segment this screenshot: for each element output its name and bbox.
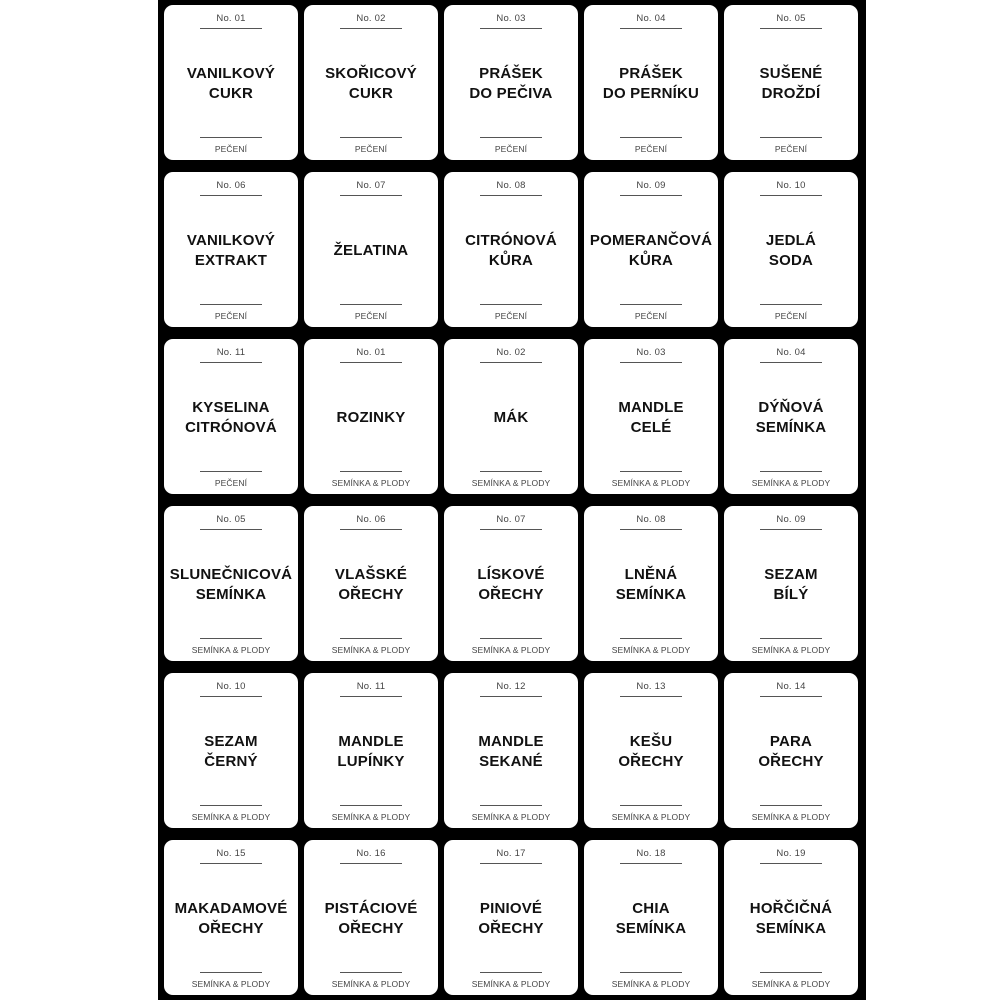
label-name-line: POMERANČOVÁ: [589, 231, 713, 249]
label-name-line: VLAŠSKÉ: [334, 565, 408, 583]
label-category: SEMÍNKA & PLODY: [611, 645, 691, 655]
label-name: [168, 33, 294, 134]
label-name-line: EXTRAKT: [194, 251, 268, 269]
label-name-line: KYSELINA: [192, 398, 270, 416]
label-name: [168, 367, 294, 468]
label-name: [448, 367, 574, 468]
top-divider: [760, 529, 822, 530]
label-number: No. 03: [496, 13, 526, 24]
top-divider: [620, 529, 682, 530]
bottom-divider: [620, 137, 682, 138]
label-name: [448, 701, 574, 802]
label-name-line: CITRÓNOVÁ: [185, 418, 277, 436]
label-category: SEMÍNKA & PLODY: [471, 979, 551, 989]
label-name-line: CHIA: [632, 899, 670, 917]
label-name-line: PRÁŠEK: [479, 64, 543, 82]
bottom-divider: [480, 805, 542, 806]
label-name-line: SEMÍNKA: [755, 919, 827, 937]
bottom-divider: [200, 137, 262, 138]
bottom-divider: [340, 304, 402, 305]
label-name-line: OŘECHY: [758, 752, 824, 770]
label-name: [728, 868, 854, 969]
bottom-divider: [620, 972, 682, 973]
label-number: No. 08: [636, 514, 666, 525]
bottom-divider: [760, 638, 822, 639]
spice-label: [304, 5, 438, 160]
label-name: [588, 200, 714, 301]
label-name-line: LNĚNÁ: [624, 565, 678, 583]
label-category: PEČENÍ: [214, 478, 248, 488]
label-name: [588, 534, 714, 635]
top-divider: [200, 195, 262, 196]
label-category: PEČENÍ: [354, 311, 388, 321]
label-name: [728, 534, 854, 635]
label-name: [588, 868, 714, 969]
label-name-line: OŘECHY: [198, 919, 264, 937]
spice-label: [724, 840, 858, 995]
label-name-line: OŘECHY: [338, 919, 404, 937]
label-name: [728, 33, 854, 134]
label-category: PEČENÍ: [634, 311, 668, 321]
label-name: [168, 200, 294, 301]
label-name: [448, 200, 574, 301]
label-name: [168, 534, 294, 635]
spice-label: [584, 673, 718, 828]
label-name-line: SEZAM: [204, 732, 258, 750]
top-divider: [480, 195, 542, 196]
spice-label: [304, 673, 438, 828]
label-name: [728, 200, 854, 301]
bottom-divider: [760, 304, 822, 305]
bottom-divider: [200, 805, 262, 806]
spice-label: [304, 172, 438, 327]
top-divider: [760, 362, 822, 363]
spice-label: [724, 5, 858, 160]
bottom-divider: [480, 304, 542, 305]
top-divider: [620, 696, 682, 697]
label-name-line: KŮRA: [628, 251, 674, 269]
bottom-divider: [200, 471, 262, 472]
label-name-line: ČERNÝ: [204, 752, 258, 770]
label-name-line: ROZINKY: [336, 408, 406, 426]
label-name-line: DÝŇOVÁ: [758, 398, 824, 416]
label-name-line: OŘECHY: [478, 585, 544, 603]
label-name-line: CUKR: [208, 84, 254, 102]
label-name: [308, 33, 434, 134]
label-number: No. 11: [356, 681, 386, 692]
spice-label: [304, 339, 438, 494]
label-name-line: SUŠENÉ: [759, 64, 823, 82]
label-name-line: OŘECHY: [618, 752, 684, 770]
label-number: No. 19: [776, 848, 806, 859]
label-category: SEMÍNKA & PLODY: [611, 979, 691, 989]
bottom-divider: [760, 972, 822, 973]
bottom-divider: [480, 638, 542, 639]
label-category: SEMÍNKA & PLODY: [471, 645, 551, 655]
spice-label: [304, 840, 438, 995]
top-divider: [480, 696, 542, 697]
bottom-divider: [200, 304, 262, 305]
label-name-line: PRÁŠEK: [619, 64, 683, 82]
label-category: SEMÍNKA & PLODY: [191, 812, 271, 822]
top-divider: [620, 195, 682, 196]
label-name: [448, 868, 574, 969]
bottom-divider: [340, 137, 402, 138]
label-name-line: VANILKOVÝ: [186, 231, 276, 249]
label-name: [308, 534, 434, 635]
label-name-line: DO PEČIVA: [469, 84, 553, 102]
label-number: No. 05: [776, 13, 806, 24]
bottom-divider: [760, 137, 822, 138]
label-number: No. 10: [216, 681, 246, 692]
bottom-divider: [480, 471, 542, 472]
label-name-line: MANDLE: [478, 732, 544, 750]
bottom-divider: [760, 471, 822, 472]
label-name: [588, 367, 714, 468]
label-name-line: MAKADAMOVÉ: [174, 899, 288, 917]
label-number: No. 06: [216, 180, 246, 191]
label-name: [308, 701, 434, 802]
label-name-line: OŘECHY: [338, 585, 404, 603]
spice-label: [164, 673, 298, 828]
label-number: No. 03: [636, 347, 666, 358]
top-divider: [200, 529, 262, 530]
label-category: PEČENÍ: [354, 144, 388, 154]
spice-label: [444, 840, 578, 995]
label-name: [728, 701, 854, 802]
spice-label: [304, 506, 438, 661]
spice-label: [724, 506, 858, 661]
label-name-line: SODA: [768, 251, 814, 269]
bottom-divider: [340, 471, 402, 472]
label-name-line: SEKANÉ: [479, 752, 543, 770]
label-category: SEMÍNKA & PLODY: [191, 645, 271, 655]
top-divider: [200, 362, 262, 363]
label-name-line: OŘECHY: [478, 919, 544, 937]
label-name: [588, 701, 714, 802]
label-name-line: LUPÍNKY: [337, 752, 405, 770]
bottom-divider: [340, 805, 402, 806]
spice-label: [584, 339, 718, 494]
label-name-line: SLUNEČNICOVÁ: [169, 565, 293, 583]
label-category: PEČENÍ: [494, 311, 528, 321]
label-number: No. 02: [496, 347, 526, 358]
label-number: No. 10: [776, 180, 806, 191]
label-number: No. 08: [496, 180, 526, 191]
top-divider: [760, 28, 822, 29]
label-category: PEČENÍ: [214, 144, 248, 154]
spice-label: [444, 339, 578, 494]
top-divider: [620, 863, 682, 864]
label-name-line: SEZAM: [764, 565, 818, 583]
label-number: No. 16: [356, 848, 386, 859]
label-name-line: BÍLÝ: [773, 585, 809, 603]
label-number: No. 17: [496, 848, 526, 859]
spice-label: [444, 506, 578, 661]
label-name-line: SEMÍNKA: [615, 919, 687, 937]
top-divider: [340, 529, 402, 530]
label-category: PEČENÍ: [494, 144, 528, 154]
label-category: PEČENÍ: [774, 144, 808, 154]
label-name-line: PINIOVÉ: [479, 899, 543, 917]
label-number: No. 05: [216, 514, 246, 525]
top-divider: [200, 863, 262, 864]
top-divider: [340, 28, 402, 29]
label-name-line: DROŽDÍ: [761, 84, 821, 102]
label-category: SEMÍNKA & PLODY: [331, 812, 411, 822]
spice-label: [724, 673, 858, 828]
label-category: SEMÍNKA & PLODY: [331, 979, 411, 989]
spice-label: [164, 339, 298, 494]
label-name: [308, 367, 434, 468]
label-number: No. 18: [636, 848, 666, 859]
label-number: No. 07: [496, 514, 526, 525]
top-divider: [760, 195, 822, 196]
label-number: No. 04: [776, 347, 806, 358]
label-category: SEMÍNKA & PLODY: [471, 478, 551, 488]
label-category: SEMÍNKA & PLODY: [331, 645, 411, 655]
bottom-divider: [620, 304, 682, 305]
label-name-line: MÁK: [493, 408, 529, 426]
label-category: PEČENÍ: [634, 144, 668, 154]
bottom-divider: [340, 972, 402, 973]
bottom-divider: [340, 638, 402, 639]
label-category: SEMÍNKA & PLODY: [751, 645, 831, 655]
spice-label: [444, 172, 578, 327]
label-number: No. 09: [636, 180, 666, 191]
label-number: No. 01: [216, 13, 246, 24]
bottom-divider: [620, 638, 682, 639]
top-divider: [340, 195, 402, 196]
label-number: No. 09: [776, 514, 806, 525]
spice-label: [164, 172, 298, 327]
label-number: No. 07: [356, 180, 386, 191]
top-divider: [760, 696, 822, 697]
top-divider: [480, 28, 542, 29]
label-name-line: CUKR: [348, 84, 394, 102]
label-name-line: JEDLÁ: [765, 231, 817, 249]
top-divider: [200, 696, 262, 697]
label-category: SEMÍNKA & PLODY: [751, 478, 831, 488]
label-number: No. 12: [496, 681, 526, 692]
label-number: No. 06: [356, 514, 386, 525]
label-name: [588, 33, 714, 134]
top-divider: [620, 28, 682, 29]
top-divider: [480, 529, 542, 530]
label-number: No. 13: [636, 681, 666, 692]
label-category: PEČENÍ: [214, 311, 248, 321]
label-category: SEMÍNKA & PLODY: [611, 478, 691, 488]
label-name-line: CELÉ: [630, 418, 672, 436]
label-name-line: SEMÍNKA: [615, 585, 687, 603]
spice-label: [584, 172, 718, 327]
spice-label: [584, 840, 718, 995]
label-name: [448, 33, 574, 134]
label-category: SEMÍNKA & PLODY: [611, 812, 691, 822]
label-name-line: PARA: [769, 732, 813, 750]
bottom-divider: [480, 972, 542, 973]
top-divider: [340, 362, 402, 363]
label-name-line: DO PERNÍKU: [602, 84, 700, 102]
label-name-line: PISTÁCIOVÉ: [324, 899, 418, 917]
spice-label: [584, 5, 718, 160]
label-name: [728, 367, 854, 468]
bottom-divider: [200, 972, 262, 973]
bottom-divider: [620, 471, 682, 472]
label-sheet: [158, 0, 866, 1000]
label-name-line: MANDLE: [338, 732, 404, 750]
label-category: SEMÍNKA & PLODY: [751, 812, 831, 822]
label-category: PEČENÍ: [774, 311, 808, 321]
spice-label: [164, 5, 298, 160]
label-name-line: MANDLE: [618, 398, 684, 416]
label-number: No. 15: [216, 848, 246, 859]
label-number: No. 04: [636, 13, 666, 24]
label-number: No. 11: [216, 347, 246, 358]
label-category: SEMÍNKA & PLODY: [331, 478, 411, 488]
spice-label: [724, 172, 858, 327]
label-name: [448, 534, 574, 635]
label-name: [168, 868, 294, 969]
label-name-line: KŮRA: [488, 251, 534, 269]
label-number: No. 01: [356, 347, 386, 358]
label-name-line: SKOŘICOVÝ: [325, 64, 417, 82]
bottom-divider: [200, 638, 262, 639]
label-name: [168, 701, 294, 802]
label-name: [308, 200, 434, 301]
label-category: SEMÍNKA & PLODY: [191, 979, 271, 989]
label-name-line: LÍSKOVÉ: [477, 565, 545, 583]
top-divider: [760, 863, 822, 864]
top-divider: [620, 362, 682, 363]
bottom-divider: [760, 805, 822, 806]
label-name-line: KEŠU: [629, 732, 673, 750]
spice-label: [724, 339, 858, 494]
spice-label: [584, 506, 718, 661]
spice-label: [444, 5, 578, 160]
label-name-line: CITRÓNOVÁ: [465, 231, 557, 249]
label-name-line: HOŘČIČNÁ: [749, 899, 833, 917]
top-divider: [200, 28, 262, 29]
label-name-line: SEMÍNKA: [195, 585, 267, 603]
spice-label: [164, 506, 298, 661]
spice-label: [164, 840, 298, 995]
top-divider: [480, 863, 542, 864]
label-name-line: ŽELATINA: [333, 241, 409, 259]
spice-label: [444, 673, 578, 828]
label-category: SEMÍNKA & PLODY: [751, 979, 831, 989]
top-divider: [480, 362, 542, 363]
top-divider: [340, 696, 402, 697]
label-name-line: SEMÍNKA: [755, 418, 827, 436]
label-number: No. 02: [356, 13, 386, 24]
label-number: No. 14: [776, 681, 806, 692]
bottom-divider: [480, 137, 542, 138]
label-name: [308, 868, 434, 969]
label-category: SEMÍNKA & PLODY: [471, 812, 551, 822]
top-divider: [340, 863, 402, 864]
label-name-line: VANILKOVÝ: [186, 64, 276, 82]
bottom-divider: [620, 805, 682, 806]
